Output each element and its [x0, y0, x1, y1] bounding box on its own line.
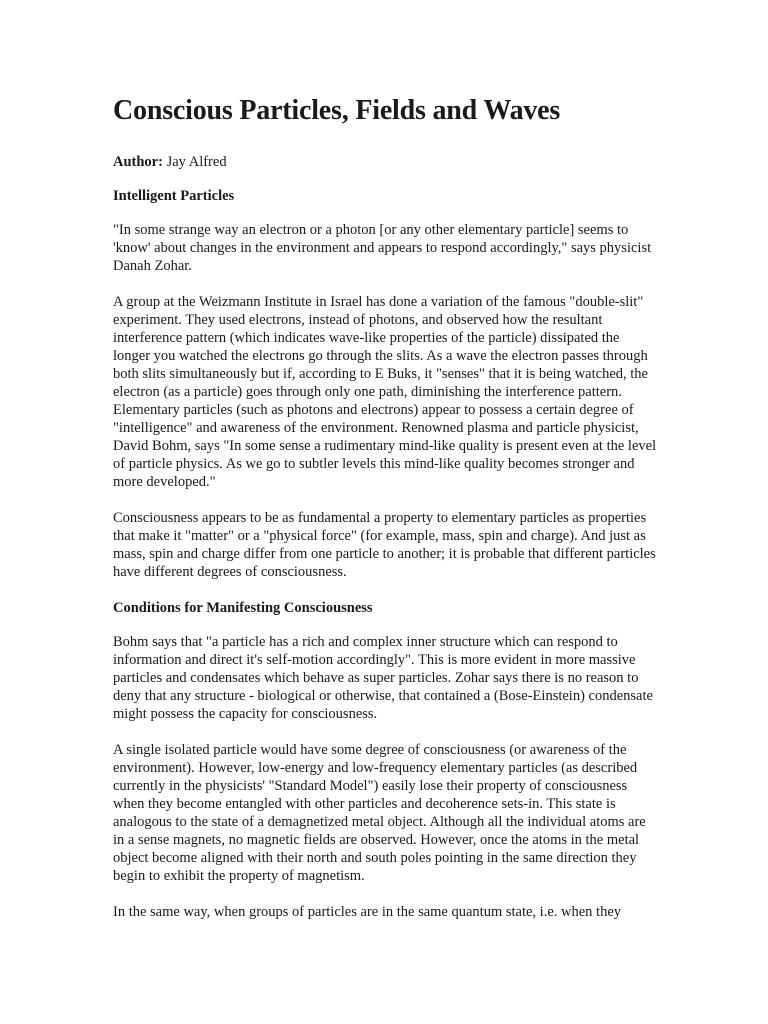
paragraph: Consciousness appears to be as fundamental a property to elementary particles as properties that make it "matter" or a "physical force" (for example, mass, spin and charge). And just as mass, spin and charge differ from one particle to another; it is probable that different particles have different degrees of consciousness.: [113, 510, 656, 580]
paragraph: In the same way, when groups of particles are in the same quantum state, i.e. when they: [113, 904, 622, 920]
document-page: [113, 94, 658, 939]
author-line: [113, 153, 658, 171]
paragraph: "In some strange way an electron or a photon [or any other elementary particle] seems to 'know' about changes in the environment and appears to respond accordingly," says physicist Danah Zohar.: [113, 222, 652, 274]
section-heading-intelligent-particles: Intelligent Particles: [113, 188, 235, 204]
section-heading-conditions: Conditions for Manifesting Consciousness: [113, 600, 373, 616]
author-name: Jay Alfred: [166, 154, 227, 170]
paragraph: A single isolated particle would have some degree of consciousness (or awareness of the environment). However, low-energy and low-frequency elementary particles (as described currently in the physicists' "Standard Model") easily lose their property of consciousness when they become entangled with other particles and decoherence sets-in. This state is analogous to the state of a demagnetized metal object. Although all the individual atoms are in a sense magnets, no magnetic fields are observed. However, once the atoms in the metal object become aligned with their north and south poles pointing in the same direction they begin to exhibit the property of magnetism.: [113, 742, 646, 884]
author-label: Author:: [113, 154, 163, 170]
paragraph: A group at the Weizmann Institute in Israel has done a variation of the famous "double-slit" experiment. They used electrons, instead of photons, and observed how the resultant interference pattern (which indicates wave-like properties of the particle) dissipated the longer you watched the electrons go through the slits. As a wave the electron passes through both slits simultaneously but if, according to E Buks, it "senses" that it is being watched, the electron (as a particle) goes through only one path, diminishing the interference pattern. Elementary particles (such as photons and electrons) appear to possess a certain degree of "intelligence" and awareness of the environment. Renowned plasma and particle physicist, David Bohm, says "In some sense a rudimentary mind-like quality is present even at the level of particle physics. As we go to subtler levels this mind-like quality becomes stronger and more developed.": [113, 294, 657, 490]
paragraph: Bohm says that "a particle has a rich and complex inner structure which can respond to information and direct it's self-motion accordingly". This is more evident in more massive particles and condensates which behave as super particles. Zohar says there is no reason to deny that any structure - biological or otherwise, that contained a (Bose-Einstein) condensate might possess the capacity for consciousness.: [113, 634, 653, 722]
document-title: Conscious Particles, Fields and Waves: [113, 95, 561, 126]
